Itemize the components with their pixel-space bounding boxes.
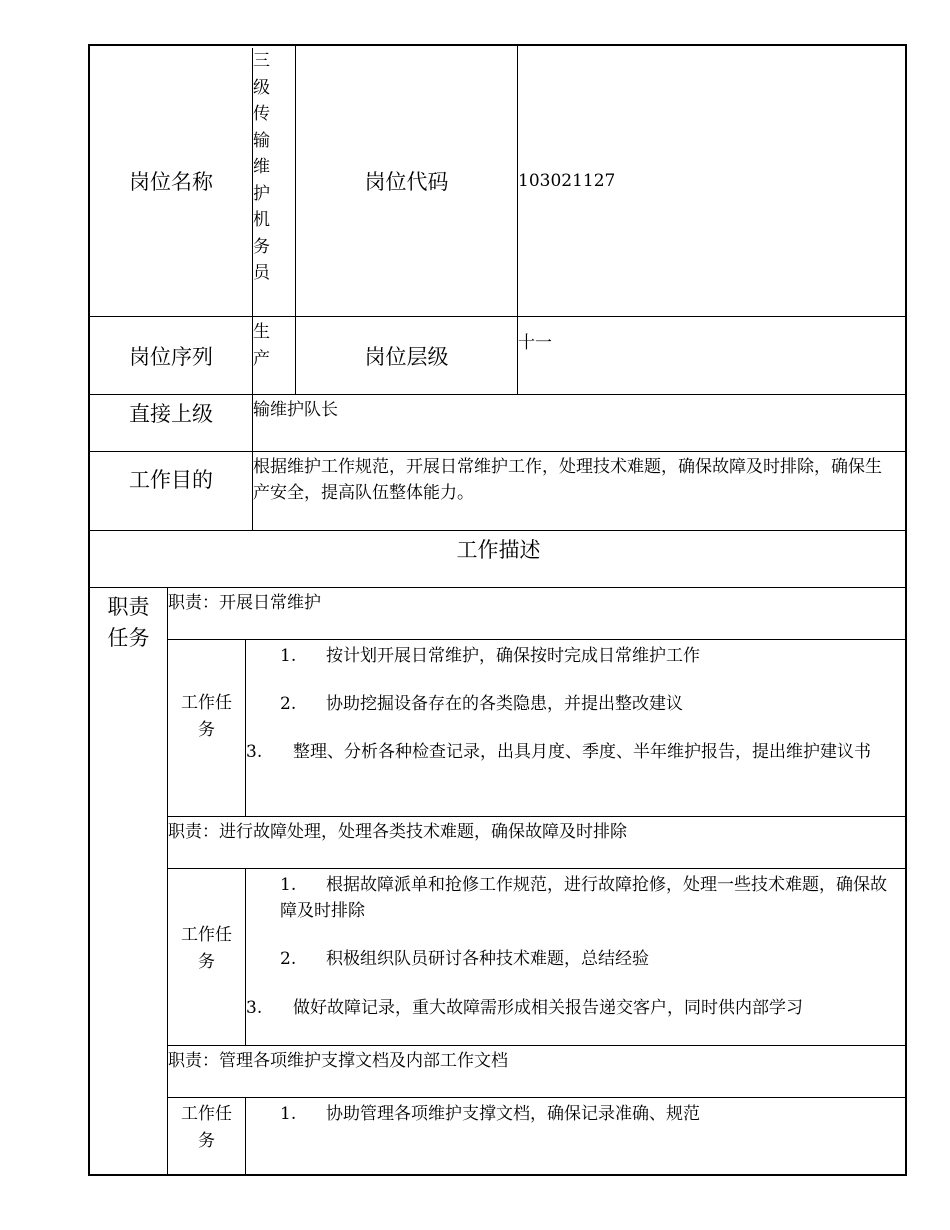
position-code-label: 岗位代码 [295,46,517,316]
task-item: 2. 协助挖掘设备存在的各类隐患，并提出整改建议 [280,694,683,714]
duty-3-title: 职责：管理各项维护支撑文档及内部工作文档 [167,1045,907,1097]
job-description-table [88,44,907,1176]
task-item: 2. 积极组织队员研讨各种技术难题，总结经验 [280,949,649,969]
supervisor-label: 直接上级 [90,394,252,451]
supervisor-value: 输维护队长 [252,394,907,451]
duties-label: 职责任务 [90,587,167,1176]
position-name-value: 三级传输维护机务员 [252,48,295,316]
position-series-value: 生产 [252,316,295,394]
position-series-label: 岗位序列 [90,316,252,394]
duty-2-title: 职责：进行故障处理，处理各类技术难题，确保故障及时排除 [167,816,907,868]
purpose-value: 根据维护工作规范，开展日常维护工作，处理技术难题，确保故障及时排除，确保生产安全，提高队伍整体能力。 [252,451,907,530]
duty-3-task-label: 工作任务 [167,1097,245,1176]
position-level-value: 十一 [517,316,907,394]
duty-1-title: 职责：开展日常维护 [167,587,907,639]
work-description-title: 工作描述 [90,530,907,587]
duty-2-task-list [245,868,907,1045]
duty-3-task-list [245,1097,907,1176]
duty-1-task-list [245,639,907,816]
position-level-label: 岗位层级 [295,316,517,394]
duty-1-task-label: 工作任务 [167,639,245,816]
task-item: 3. 做好故障记录，重大故障需形成相关报告递交客户，同时供内部学习 [246,998,803,1018]
task-item: 3. 整理、分析各种检查记录，出具月度、季度、半年维护报告，提出维护建议书 [246,742,871,762]
task-item: 1. 按计划开展日常维护，确保按时完成日常维护工作 [280,646,700,666]
purpose-label: 工作目的 [90,451,252,530]
duty-2-task-label: 工作任务 [167,868,245,1045]
position-code-value: 103021127 [517,46,907,316]
position-name-label: 岗位名称 [129,170,213,194]
task-item: 1. 协助管理各项维护支撑文档，确保记录准确、规范 [280,1104,700,1124]
task-item: 1. 根据故障派单和抢修工作规范，进行故障抢修，处理一些技术难题，确保故障及时排除 [280,875,887,921]
